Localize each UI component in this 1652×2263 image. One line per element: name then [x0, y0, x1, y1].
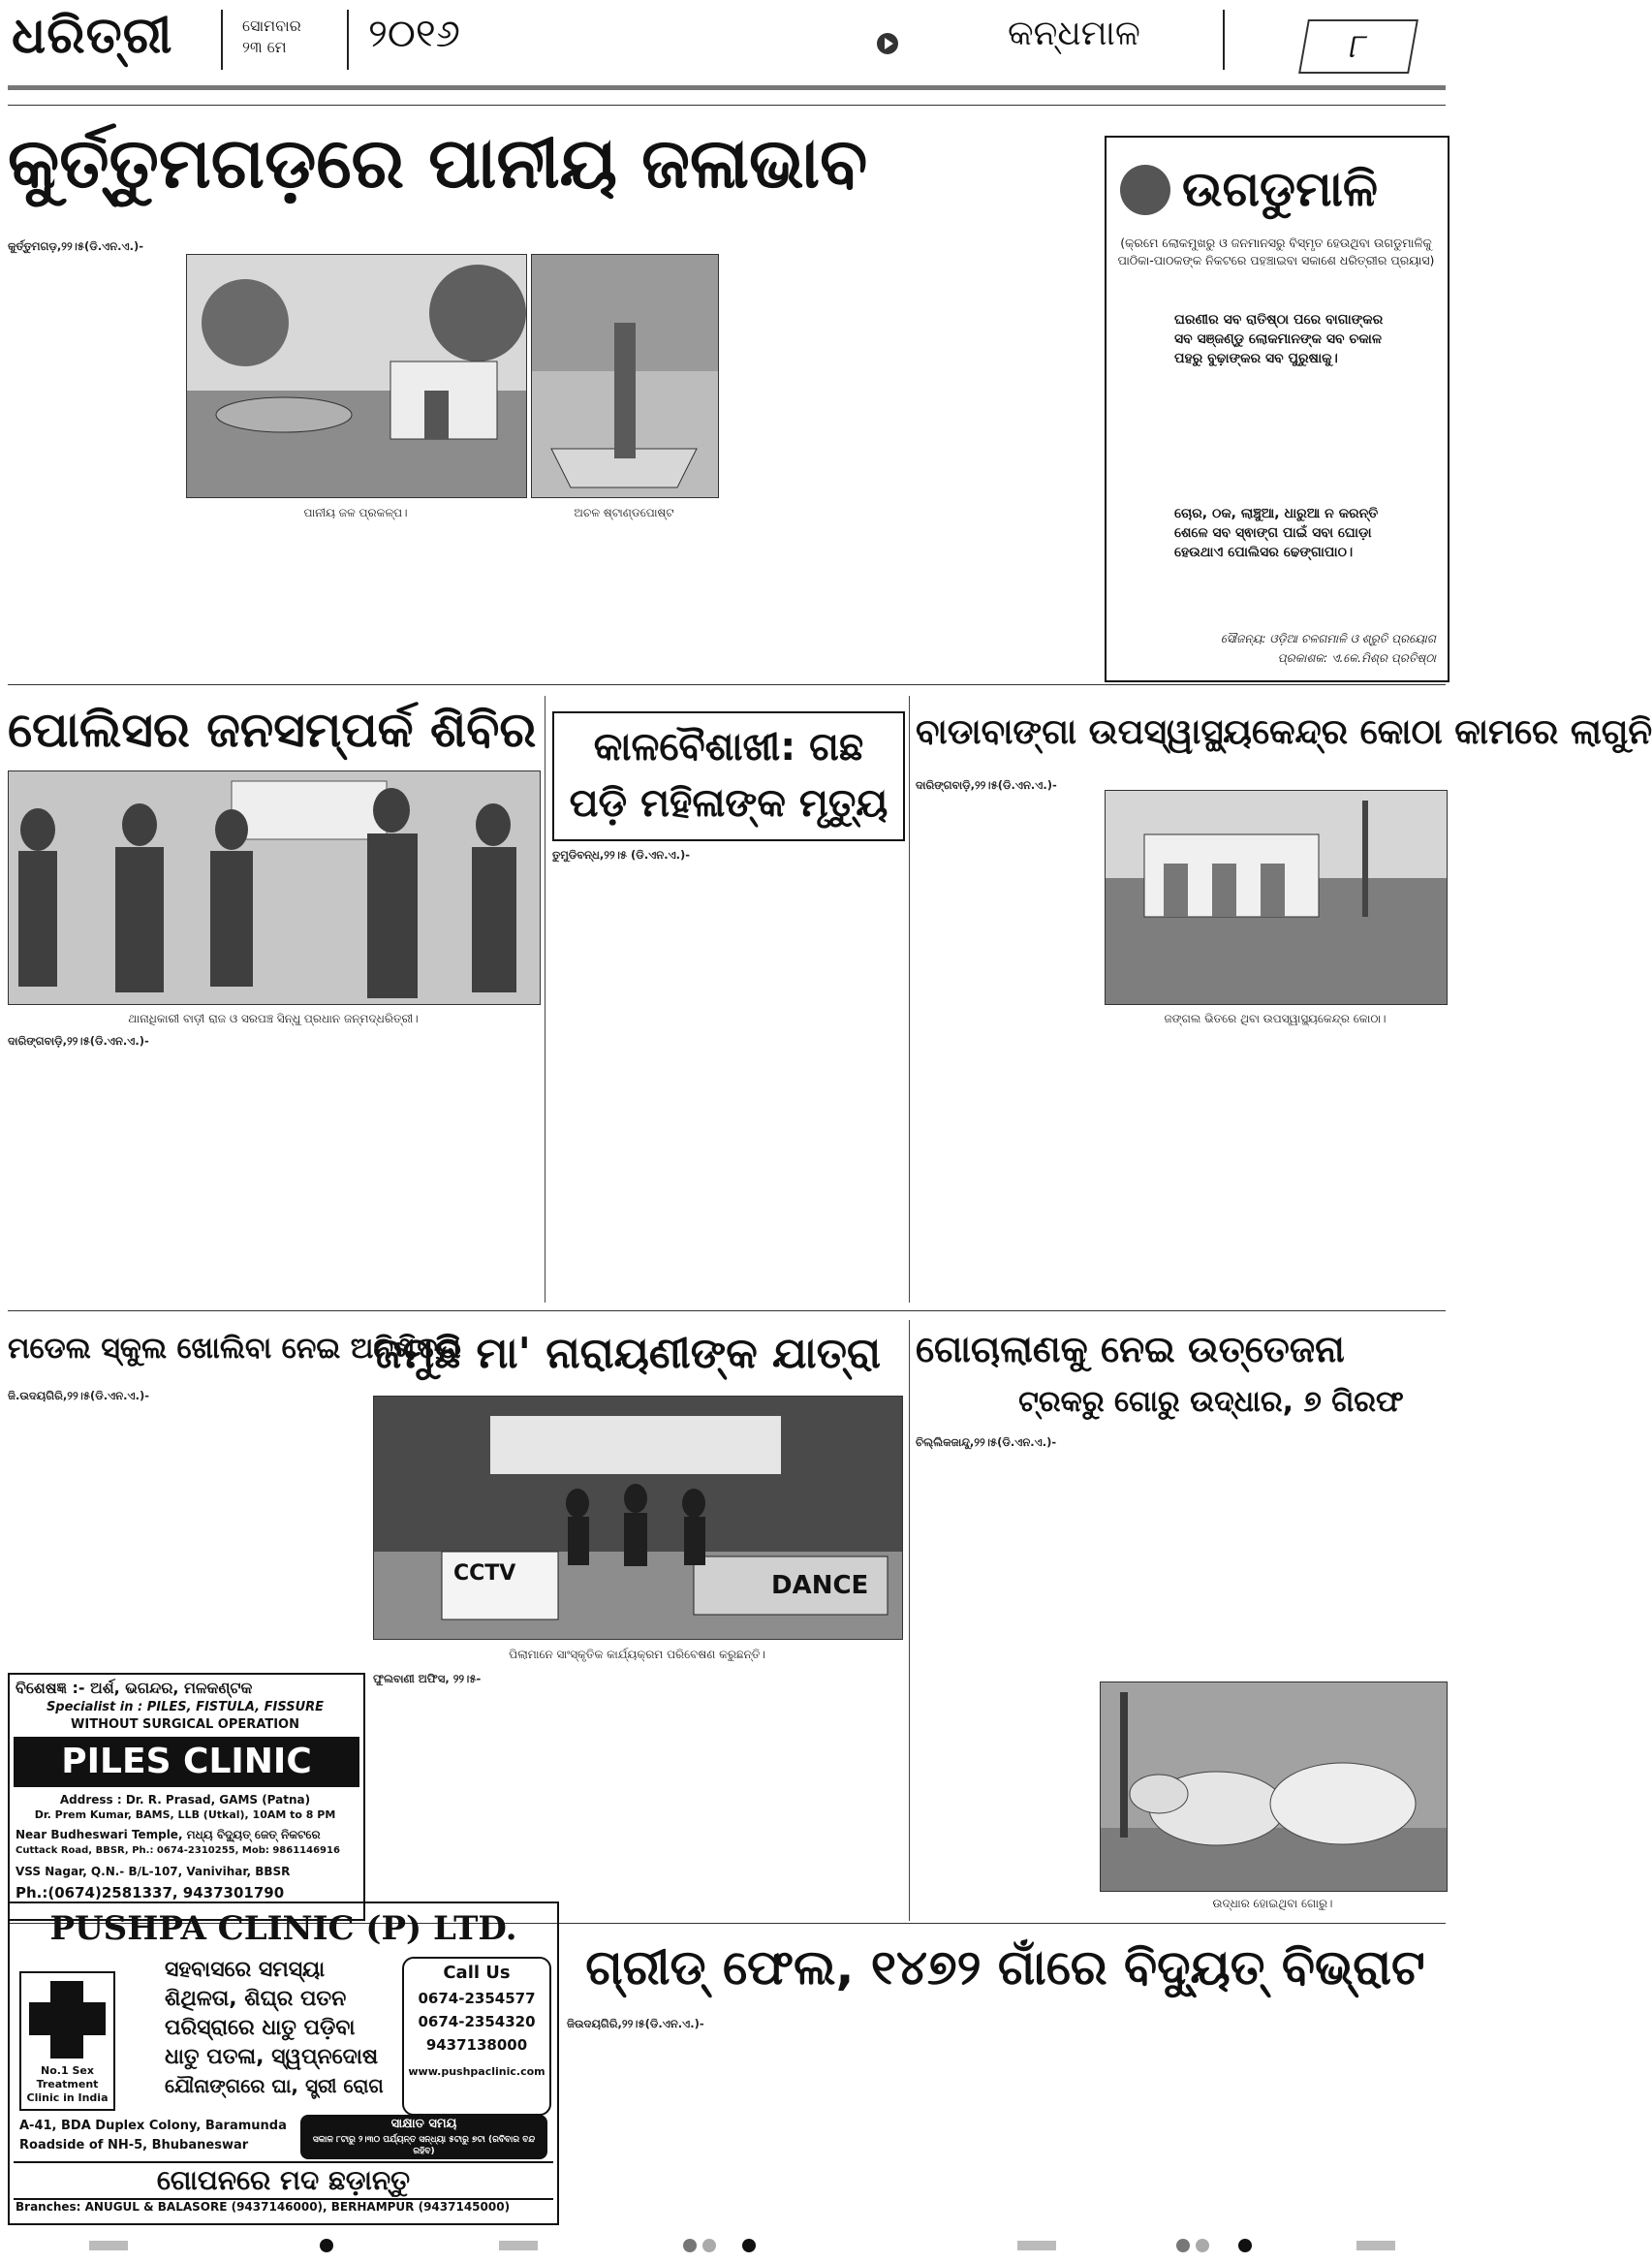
- story2-headline: ପୋଲିସର ଜନସମ୍ପର୍କ ଶିବିର: [8, 702, 537, 758]
- story6-dateline: ଫୁଲବାଣୀ ଅଫିସ, ୨୨।୫-: [373, 1672, 482, 1685]
- pushpa-phone1: 0674-2354577: [418, 1990, 536, 2007]
- story7-caption: ଉଦ୍ଧାର ହୋଇଥିବା ଗୋରୁ।: [1212, 1897, 1333, 1910]
- cattle-illustration: [1101, 1682, 1447, 1891]
- masthead-date: [242, 16, 301, 58]
- story1-headline: କୁର୍ତ୍ତୁମଗଡ଼ରେ ପାନୀୟ ଜଳାଭାବ: [8, 122, 868, 204]
- pushpa-phone3: 9437138000: [425, 2036, 528, 2054]
- story3-headline-box: [552, 711, 905, 841]
- section-rule: [8, 684, 1446, 685]
- story1-photo1-caption: ପାନୀୟ ଜଳ ପ୍ରକଳ୍ପ।: [303, 506, 408, 519]
- story4-body-lower: [1105, 1033, 1446, 1301]
- story6-headline: ଜମୁଛି ମା' ନାରାୟଣୀଙ୍କ ଯାତ୍ରା: [373, 1329, 881, 1378]
- day: ସୋମବାର: [242, 16, 301, 35]
- print-registration-dot: [1238, 2239, 1252, 2252]
- story4-dateline: ଦାରିଙ୍ଗବାଡ଼ି,୨୨।୫(ଡି.ଏନ.ଏ.)-: [916, 778, 1057, 792]
- story3-body: [552, 847, 901, 1301]
- print-registration-dot: [702, 2239, 716, 2252]
- pushpa-branches: Branches: ANUGUL & BALASORE (9437146000), BERHAMPUR (9437145000): [16, 2200, 511, 2214]
- pushpa-tagline-bar: [14, 2161, 553, 2200]
- piles-specialist: Specialist in : PILES, FISTULA, FISSURE: [46, 1700, 325, 1714]
- story6-photo-stage: [373, 1396, 903, 1640]
- column-title: ଉଗଡୁମାଳି: [1182, 161, 1378, 217]
- piles-topline: ବିଶେଷଜ୍ଞ :- ଅର୍ଶ, ଭଗନ୍ଦର, ମଳକଣ୍ଟକ: [16, 1679, 253, 1697]
- print-registration-mark: [1356, 2241, 1395, 2250]
- piles-clinic-ad: [8, 1673, 365, 1921]
- cctv-banner-text: CCTV: [453, 1561, 516, 1586]
- pushpa-line5: ଯୌନାଙ୍ଗରେ ଘା, ସ୍ତ୍ରୀ ରୋଗ: [165, 2074, 384, 2097]
- paper-title: ଧରିତ୍ରୀ: [12, 6, 173, 65]
- print-registration-mark: [89, 2241, 128, 2250]
- story1-body-lower: [186, 529, 717, 675]
- stage-show-illustration: [374, 1397, 902, 1639]
- story3-headline-line1: କାଳବୈଶାଖୀ: ଗଛ: [593, 725, 864, 770]
- story6-caption: ପିଲାମାନେ ସାଂସ୍କୃତିକ କାର୍ଯ୍ୟକ୍ରମ ପରିବେଷଣ କରୁଛନ୍ତି।: [509, 1648, 765, 1661]
- print-registration-dot: [320, 2239, 333, 2252]
- story5-headline: ମଡେଲ ସ୍କୁଲ ଖୋଲିବା ନେଇ ଅନିଶ୍ଚିତତା: [8, 1332, 461, 1366]
- region-name: କନ୍ଧମାଳ: [1008, 14, 1140, 53]
- piles-near: Near Budheswari Temple, ମଧ୍ୟ ବିଦ୍ୟୁତ୍ ଜେତ୍ ନିକଟରେ: [16, 1828, 321, 1841]
- date: ୨୩ ମେ: [242, 38, 287, 56]
- pushpa-badge-text: No.1 Sex Treatment Clinic in India: [26, 2064, 109, 2104]
- piles-phone: Ph.:(0674)2581337, 9437301790: [16, 1884, 285, 1902]
- column-body1: [1116, 399, 1436, 496]
- story7-dateline: ଚିଲ୍ଲିକଜାନ୍ଦୁ,୨୨।୫(ଡି.ଏନ.ଏ.)-: [916, 1435, 1057, 1449]
- police-camp-illustration: [9, 771, 540, 1004]
- story3-headline-line2: ପଡ଼ି ମହିଳାଙ୍କ ମୃତ୍ୟୁ: [569, 781, 888, 826]
- pushpa-line1: ସହବାସରେ ସମସ୍ୟା: [165, 1958, 326, 1982]
- story2-photo-police-camp: [8, 770, 541, 1005]
- standpost-illustration: [532, 255, 718, 497]
- piles-clinic-name: PILES CLINIC: [61, 1742, 312, 1781]
- top-rule: [8, 105, 1446, 106]
- story1-dateline: କୁର୍ତ୍ତୁମଗଡ଼,୨୨।୫(ଡି.ଏନ.ଏ.)-: [8, 239, 144, 253]
- story1-body-col4: [722, 238, 901, 675]
- page-number: ୮: [1298, 19, 1418, 74]
- piles-without: WITHOUT SURGICAL OPERATION: [71, 1717, 299, 1732]
- story5-body: [8, 1388, 361, 1659]
- column-intro: (କ୍ରମେ ଲୋକମୁଖରୁ ଓ ଜନମାନସରୁ ବିସ୍ମୃତ ହେଉଥିବା ଉଗଡୁମାଳିକୁ ପାଠିକା-ପାଠକଙ୍କ ନିକଟରେ ପହଞ୍ଚାଇବା ସକାଶେ ଧରିତ୍ରୀର ପ୍ରୟାସ): [1117, 236, 1435, 267]
- column-divider: [909, 696, 910, 1303]
- column-verse2: ଚୋର, ଠକ, ଲାଞ୍ଚୁଆ, ଧାରୁଆ ନ କରନ୍ତି ଶେଳେ ସବ ସ୍ଵାଙ୍ଗ ପାଇଁ ସବା ଘୋଡ଼ା ହେଉଥାଏ ପୋଲିସର ଢେଙ୍ଗାପାଠ।: [1174, 506, 1379, 560]
- story4-caption: ଜଙ୍ଗଲ ଭିତରେ ଥିବା ଉପସ୍ୱାସ୍ଥ୍ୟକେନ୍ଦ୍ର କୋଠା।: [1164, 1012, 1387, 1025]
- print-registration-mark: [1017, 2241, 1056, 2250]
- pushpa-timing-title: ସାକ୍ଷାତ ସମୟ: [390, 2117, 457, 2131]
- story1-photo-standpost: [531, 254, 719, 498]
- pushpa-name: PUSHPA CLINIC (P) LTD.: [49, 1909, 517, 1948]
- piles-vss: VSS Nagar, Q.N.- B/L-107, Vanivihar, BBSR: [16, 1865, 291, 1878]
- piles-address-label: Address : Dr. R. Prasad, GAMS (Patna): [59, 1793, 311, 1807]
- year: ୨୦୧୬: [368, 12, 460, 56]
- pushpa-line2: ଶିଥିଳତା, ଶିଘ୍ର ପତନ: [165, 1987, 347, 2011]
- pushpa-line3: ପରିସ୍ରାରେ ଧାତୁ ପଡ଼ିବା: [165, 2016, 356, 2040]
- story7-subhead: ଟ୍ରକରୁ ଗୋରୁ ଉଦ୍ଧାର, ୭ ଗିରଫ: [1018, 1385, 1404, 1419]
- story2-dateline: ଦାରିଙ୍ଗବାଡ଼ି,୨୨।୫(ଡି.ଏନ.ଏ.)-: [8, 1034, 149, 1048]
- pushpa-badge: [19, 1971, 115, 2111]
- piles-name-bar: [14, 1737, 359, 1787]
- masthead-divider: [221, 10, 223, 70]
- column-verse1: ଘରଣୀର ସବ ରାତିଷ୍ଠା ପରେ ବାଗାଙ୍କର ସବ ସଞ୍ଜଣ୍ଡୁ ଲୋକମାନଙ୍କ ସବ ଚକାଳ ପହରୁ ବୁଢ଼ାଙ୍କର ସବ ପୁରୁଷାକୁ।: [1174, 312, 1384, 366]
- ugadumali-column-box: [1105, 136, 1449, 682]
- story2-caption: ଥାନାଧିକାରୀ ବାଡ଼ୀ ରାଜ ଓ ସରପଞ୍ଚ ସିନ୍ଧୁ ପ୍ରଧାନ ଜନ୍ମଦ୍ଧରିତ୍ରୀ।: [128, 1012, 419, 1025]
- masthead-divider: [347, 10, 349, 70]
- pushpa-address2: Roadside of NH-5, Bhubaneswar: [19, 2138, 249, 2153]
- story7-body: [916, 1434, 1444, 1682]
- print-registration-dot: [742, 2239, 756, 2252]
- column-body2: [1116, 585, 1436, 626]
- story4-body-col1: [916, 777, 1100, 1301]
- pushpa-line4: ଧାତୁ ପତଳା, ସ୍ୱପ୍ନଦୋଷ: [165, 2045, 379, 2069]
- story2-body: [8, 1033, 539, 1301]
- play-bullet-icon: [877, 33, 898, 54]
- story5-dateline: ଜି.ଉଦୟଗିରି,୨୨।୫(ଡି.ଏନ.ଏ.)-: [8, 1389, 150, 1402]
- health-centre-illustration: [1106, 791, 1447, 1004]
- pushpa-tagline: ଗୋପନରେ ମଦ ଛଡ଼ାନ୍ତୁ: [156, 2164, 411, 2196]
- column-credit: ସୌଜନ୍ୟ: ଓଡ଼ିଆ ଚଳଗମାଳି ଓ ଶ୍ରୁତି ପ୍ରୟୋଗ: [1220, 632, 1436, 645]
- masthead: [0, 0, 1453, 89]
- story7-headline: ଗୋଚାଲାଣକୁ ନେଇ ଉତ୍ତେଜନା: [916, 1328, 1345, 1370]
- print-registration-dot: [683, 2239, 697, 2252]
- story3-dateline: ତୁମୁଡିବନ୍ଧ,୨୨।୫ (ଡି.ଏନ.ଏ.)-: [552, 848, 691, 862]
- story7-body-lower: [916, 1686, 1095, 1919]
- cross-icon-bar: [29, 2002, 106, 2035]
- story1-body-col5: [908, 238, 1098, 675]
- story4-photo-health-centre: [1105, 790, 1448, 1005]
- pushpa-phone2: 0674-2354320: [418, 2013, 536, 2030]
- column-divider: [909, 1320, 910, 1921]
- story1-photo-water-tank: [186, 254, 527, 498]
- dance-banner-text: DANCE: [771, 1571, 869, 1600]
- print-registration-mark: [499, 2241, 538, 2250]
- story8-dateline: ଜିଉଦୟଗିରି,୨୨।୫(ଡି.ଏନ.ଏ.)-: [567, 2017, 704, 2030]
- section-rule: [8, 1310, 1446, 1311]
- story1-body-col1: [8, 238, 180, 675]
- pushpa-timing: ସକାଳ ୮ଟାରୁ ୨।୩୦ ପର୍ଯ୍ୟନ୍ତ ସନ୍ଧ୍ୟା ୫ଟାରୁ ୭ଟା (ରବିବାର ବନ୍ଦ ରହିବ): [312, 2135, 536, 2156]
- print-registration-dot: [1176, 2239, 1190, 2252]
- column-publisher: ପ୍ରକାଶକ: ଏ.କେ.ମିଶ୍ର ପ୍ରତିଷ୍ଠା: [1277, 651, 1436, 665]
- story6-body: [373, 1671, 901, 1923]
- story8-headline: ଗ୍ରୀଡ୍ ଫେଲ, ୧୪୭୨ ଗାଁରେ ବିଦ୍ୟୁତ୍ ବିଭ୍ରାଟ: [585, 1939, 1425, 1996]
- masthead-divider: [1223, 10, 1225, 70]
- pushpa-call-us: Call Us: [443, 1963, 511, 1983]
- piles-doctor: Dr. Prem Kumar, BAMS, LLB (Utkal), 10AM to 8 PM: [34, 1808, 336, 1821]
- pushpa-timing-box: [300, 2115, 547, 2159]
- story4-headline: ବାଡାବାଙ୍ଗା ଉପସ୍ୱାସ୍ଥ୍ୟକେନ୍ଦ୍ର କୋଠା କାମରେ ଲାଗୁନି: [916, 712, 1652, 752]
- pushpa-contact-box: [402, 1957, 551, 2116]
- print-registration-dot: [1196, 2239, 1209, 2252]
- masthead-rule: [8, 85, 1446, 90]
- story1-photo2-caption: ଅଚଳ ଷ୍ଟାଣ୍ଡପୋଷ୍ଟ: [574, 506, 674, 519]
- piles-road: Cuttack Road, BBSR, Ph.: 0674-2310255, Mob: 9861146916: [16, 1845, 340, 1856]
- story8-body: [567, 2016, 1444, 2219]
- pushpa-address1: A-41, BDA Duplex Colony, Baramunda: [19, 2119, 287, 2133]
- story7-photo-cattle: [1100, 1682, 1448, 1892]
- whispering-faces-icon: [1120, 165, 1170, 215]
- pushpa-web: www.pushpaclinic.com: [408, 2065, 545, 2078]
- pushpa-clinic-ad: [8, 1902, 559, 2225]
- water-tank-illustration: [187, 255, 526, 497]
